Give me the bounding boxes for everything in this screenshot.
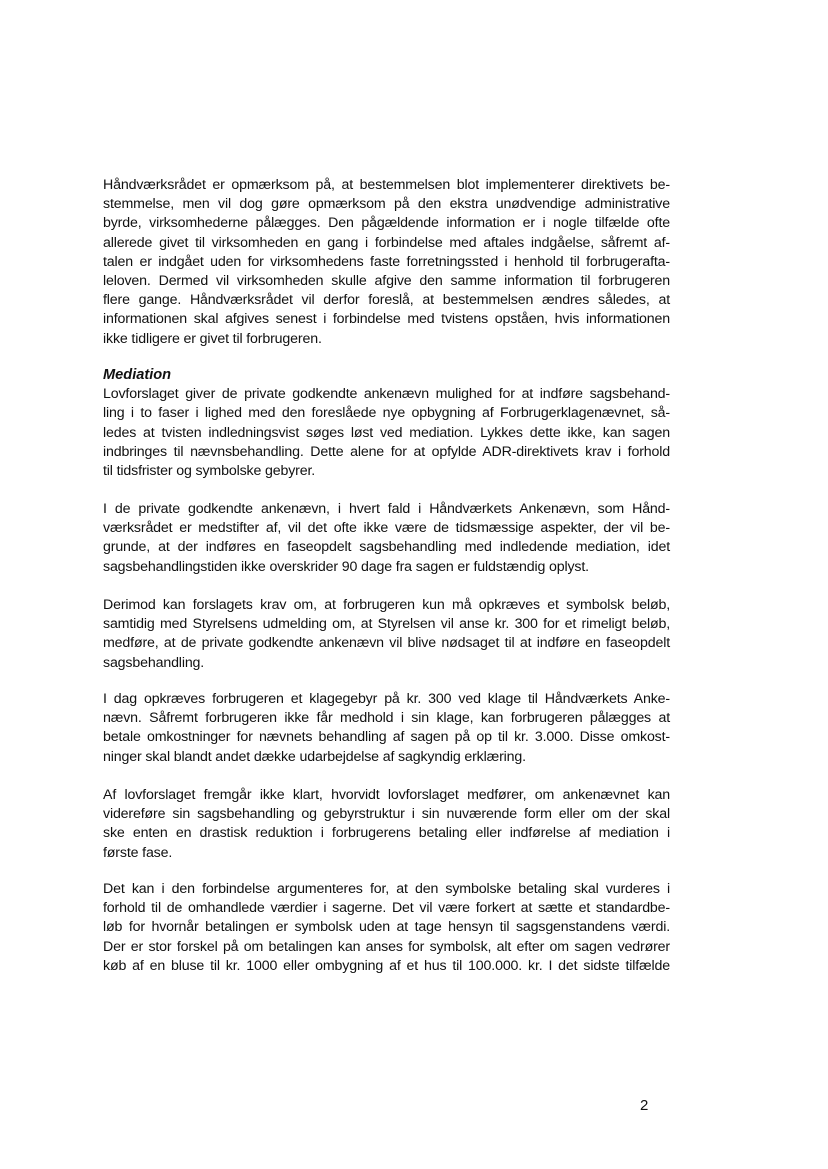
paragraph-klagegebyr	[103, 690, 670, 767]
text-line: første fase.	[103, 844, 173, 861]
text-line: Der er stor forskel på om betalingen kan anses for symbolsk, alt efter om sagen vedrører	[103, 938, 670, 955]
text-line: Håndværksrådet er opmærksom på, at bestemmelsen blot implementerer direktivets be-	[103, 177, 670, 193]
paragraph-intro	[103, 176, 670, 349]
text-line: sagsbehandlingstiden ikke overskrider 90 dage fra sagen er fuldstændig oplyst.	[103, 558, 589, 575]
text-line: leloven. Dermed vil virksomheden skulle afgive den samme information til forbrugeren	[103, 272, 670, 289]
text-line: betale omkostninger for nævnets behandling af sagen på op til kr. 3.000. Disse omkost-	[103, 729, 670, 746]
paragraph-symbolsk-betaling	[103, 880, 670, 976]
text-line: ske enten en drastisk reduktion i forbrugerens betaling eller indførelse af mediation i	[103, 825, 670, 842]
text-line: Det kan i den forbindelse argumenteres for, at den symbolske betaling skal vurderes i	[103, 881, 670, 897]
text-line: informationen skal afgives senest i forbindelse med tvistens opståen, hvis informationen	[103, 311, 670, 328]
text-line: byrde, virksomhederne pålægges. Den pågældende information er i nogle tilfælde ofte	[103, 215, 670, 232]
text-line: løb for hvornår betalingen er symbolsk uden at tage hensyn til sagsgenstandens værdi.	[103, 919, 670, 936]
paragraph-lovforslaget	[103, 786, 670, 863]
text-line: I de private godkendte ankenævn, i hvert fald i Håndværkets Ankenævn, som Hånd-	[103, 501, 670, 517]
text-line: værksrådet er medstifter af, vil det ofte ikke være de tidsmæssige aspekter, der vil be-	[103, 520, 670, 537]
text-line: sagsbehandling.	[103, 654, 205, 671]
page-number: 2	[640, 1097, 649, 1114]
paragraph-derimod	[103, 596, 670, 673]
text-line: I dag opkræves forbrugeren et klagegebyr på kr. 300 ved klage til Håndværkets Anke-	[103, 691, 670, 707]
text-line: videreføre sin sagsbehandling og gebyrstruktur i sin nuværende form eller om der skal	[103, 806, 670, 823]
text-line: forhold til de omhandlede værdier i sagerne. Det vil være forkert at sætte et standardbe-	[103, 900, 670, 917]
paragraph-ankenaevn	[103, 500, 670, 577]
paragraph-mediation	[103, 366, 670, 481]
text-line: ninger skal blandt andet dække udarbejdelse af sagkyndig erklæring.	[103, 748, 526, 765]
text-line: talen er indgået uden for virksomhedens faste forretningssted i henhold til forbrugerafta-	[103, 253, 670, 270]
text-line: køb af en bluse til kr. 1000 eller ombygning af et hus til 100.000. kr. I det sidste tilfælde	[103, 957, 670, 974]
text-line: ikke tidligere er givet til forbrugeren.	[103, 330, 322, 347]
text-line: grunde, at der indføres en faseopdelt sagsbehandling med indledende mediation, idet	[103, 539, 670, 556]
text-line: Lovforslaget giver de private godkendte ankenævn mulighed for at indføre sagsbehand-	[103, 386, 670, 403]
text-line: flere gange. Håndværksrådet vil derfor foreslå, at bestemmelsen ændres således, at	[103, 292, 670, 309]
text-line: ledes at tvisten indledningsvist søges løst ved mediation. Lykkes dette ikke, kan sagen	[103, 424, 670, 441]
text-line: allerede givet til virksomheden en gang i forbindelse med aftales indgåelse, såfremt af-	[103, 234, 670, 251]
section-heading: Mediation	[103, 367, 172, 383]
text-line: til tidsfrister og symbolske gebyrer.	[103, 462, 316, 479]
text-line: nævn. Såfremt forbrugeren ikke får medhold i sin klage, kan forbrugeren pålægges at	[103, 710, 670, 727]
text-line: stemmelse, men vil dog gøre opmærksom på den ekstra unødvendige administrative	[103, 196, 670, 213]
text-line: Derimod kan forslagets krav om, at forbrugeren kun må opkræves et symbolsk beløb,	[103, 597, 670, 613]
text-line: ling i to faser i lighed med den foreslåede nye opbygning af Forbrugerklagenævnet, så-	[103, 405, 670, 422]
text-line: medføre, at de private godkendte ankenævn vil blive nødsaget til at indføre en faseopdelt	[103, 635, 670, 652]
text-line: indbringes til nævnsbehandling. Dette alene for at opfylde ADR-direktivets krav i forhold	[103, 443, 670, 460]
text-line: Af lovforslaget fremgår ikke klart, hvorvidt lovforslaget medfører, om ankenævnet kan	[103, 787, 670, 803]
text-line: samtidig med Styrelsens udmelding om, at Styrelsen vil anse kr. 300 for et rimeligt beløb,	[103, 616, 670, 633]
